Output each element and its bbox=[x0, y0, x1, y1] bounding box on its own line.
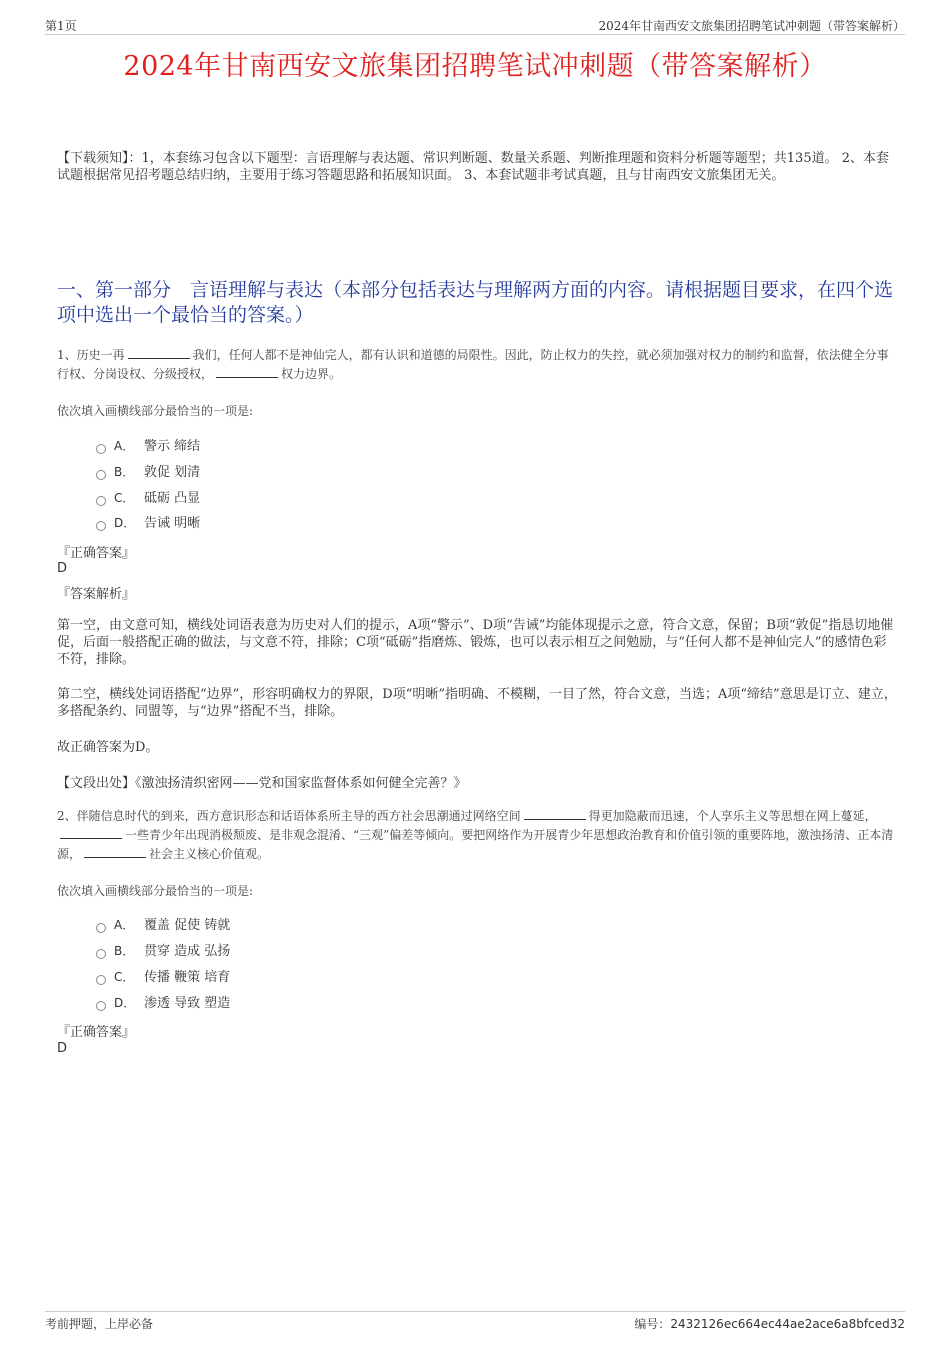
q1-text-part2: 我们，任何人都不是神仙完人，都有认识和道德的局限性。因此，防止权力的失控，就必须加强对权力的制约和监督，依法健全分事行权、分岗设权、分级授权， bbox=[57, 348, 889, 381]
option-letter: D． bbox=[114, 996, 136, 1010]
page-footer bbox=[45, 1311, 905, 1332]
q2-blank-2 bbox=[60, 827, 122, 839]
q2-option-c[interactable] bbox=[96, 967, 230, 987]
q1-option-d[interactable] bbox=[96, 513, 200, 533]
q1-conclusion: 故正确答案为D。 bbox=[57, 740, 159, 755]
q1-blank-2 bbox=[216, 366, 278, 378]
q1-blank-1 bbox=[128, 347, 190, 359]
q2-blank-3 bbox=[84, 846, 146, 858]
radio-icon[interactable] bbox=[96, 975, 106, 985]
footer-code-label: 编号： bbox=[634, 1317, 671, 1331]
q2-option-d[interactable] bbox=[96, 993, 230, 1013]
option-text: 贯穿 造成 弘扬 bbox=[144, 944, 231, 959]
q1-source: 【文段出处】《激浊扬清织密网——党和国家监督体系如何健全完善？》 bbox=[57, 776, 467, 791]
q1-prompt: 依次填入画横线部分最恰当的一项是: bbox=[57, 404, 254, 418]
header-doc-title: 2024年甘南西安文旅集团招聘笔试冲刺题（带答案解析） bbox=[598, 19, 905, 33]
radio-icon[interactable] bbox=[96, 444, 106, 454]
q1-answer-label: 『正确答案』 bbox=[57, 546, 136, 561]
radio-icon[interactable] bbox=[96, 949, 106, 959]
q1-option-a[interactable] bbox=[96, 436, 200, 456]
document-title: 2024年甘南西安文旅集团招聘笔试冲刺题（带答案解析） bbox=[123, 51, 827, 82]
option-text: 砥砺 凸显 bbox=[144, 491, 201, 506]
option-letter: A． bbox=[114, 918, 135, 932]
q2-answer: D bbox=[57, 1041, 68, 1056]
option-text: 渗透 导致 塑造 bbox=[144, 996, 231, 1011]
q2-text-part1: 2、伴随信息时代的到来，西方意识形态和话语体系所主导的西方社会思潮通过网络空间 bbox=[57, 809, 521, 823]
q2-answer-label: 『正确答案』 bbox=[57, 1025, 136, 1040]
q2-option-a[interactable] bbox=[96, 915, 230, 935]
option-letter: A． bbox=[114, 439, 135, 453]
q1-analysis-label: 『答案解析』 bbox=[57, 587, 136, 602]
q1-option-c[interactable] bbox=[96, 488, 200, 508]
download-notice: 【下载须知】：1，本套练习包含以下题型：言语理解与表达题、常识判断题、数量关系题、判断推理题和资料分析题等题型；共135道。 2、本套试题根据常见招考题总结归纳，主要用于练习答题思路和拓展知识面。 3、本套试题非考试真题，且与甘南西安文旅集团无关。 bbox=[57, 151, 889, 183]
option-text: 传播 鞭策 培育 bbox=[144, 970, 231, 985]
q1-analysis-1: 第一空，由文意可知，横线处词语表意为历史对人们的提示，A项“警示”、D项“告诫”均能体现提示之意，符合文意，保留；B项“敦促”指恳切地催促，后面一般搭配正确的做法，与文意不符，排除；C项“砥砺”指磨炼、锻炼，也可以表示相互之间勉励，与“任何人都不是神仙完人”的感情色彩不符，排除。 bbox=[57, 618, 894, 667]
question-1-stem bbox=[57, 346, 899, 384]
option-text: 敦促 划清 bbox=[144, 465, 201, 480]
option-text: 警示 缔结 bbox=[144, 439, 201, 454]
footer-slogan: 考前押题，上岸必备 bbox=[45, 1317, 154, 1331]
page-header bbox=[45, 14, 905, 35]
q2-text-part4: 社会主义核心价值观。 bbox=[149, 847, 270, 861]
option-text: 覆盖 促使 铸就 bbox=[144, 918, 231, 933]
q1-text-part1: 1、历史一再 bbox=[57, 348, 125, 362]
option-text: 告诫 明晰 bbox=[144, 516, 201, 531]
q1-answer: D bbox=[57, 561, 68, 576]
option-letter: D． bbox=[114, 516, 136, 530]
q1-text-part3: 权力边界。 bbox=[281, 367, 342, 381]
option-letter: B． bbox=[114, 944, 135, 958]
q1-option-b[interactable] bbox=[96, 462, 200, 482]
option-letter: C． bbox=[114, 970, 135, 984]
section-title: 一、第一部分 言语理解与表达（本部分包括表达与理解两方面的内容。请根据题目要求，在四个选项中选出一个最恰当的答案。） bbox=[57, 279, 894, 326]
question-2-stem bbox=[57, 807, 899, 864]
q2-blank-1 bbox=[524, 808, 586, 820]
q2-text-part3: 一些青少年出现消极颓废、是非观念混淆、“三观”偏差等倾向。要把网络作为开展青少年思想政治教育和价值引领的重要阵地，激浊扬清、正本清源， bbox=[57, 828, 894, 861]
footer-code-value: 2432126ec664ec44ae2ace6a8bfced32 bbox=[670, 1317, 905, 1331]
footer-code bbox=[634, 1315, 905, 1332]
page-number: 第1页 bbox=[45, 19, 77, 33]
radio-icon[interactable] bbox=[96, 923, 106, 933]
option-letter: B． bbox=[114, 465, 135, 479]
q2-prompt: 依次填入画横线部分最恰当的一项是: bbox=[57, 884, 254, 898]
radio-icon[interactable] bbox=[96, 496, 106, 506]
option-letter: C． bbox=[114, 491, 135, 505]
q1-analysis-2: 第二空，横线处词语搭配“边界”，形容明确权力的界限，D项“明晰”指明确、不模糊，一目了然，符合文意，当选；A项“缔结”意思是订立、建立，多搭配条约、同盟等，与“边界”搭配不当，排除。 bbox=[57, 687, 897, 719]
radio-icon[interactable] bbox=[96, 521, 106, 531]
q2-text-part2: 得更加隐蔽而迅速，个人享乐主义等思想在网上蔓延， bbox=[588, 809, 877, 823]
radio-icon[interactable] bbox=[96, 1001, 106, 1011]
q2-option-b[interactable] bbox=[96, 941, 230, 961]
radio-icon[interactable] bbox=[96, 470, 106, 480]
